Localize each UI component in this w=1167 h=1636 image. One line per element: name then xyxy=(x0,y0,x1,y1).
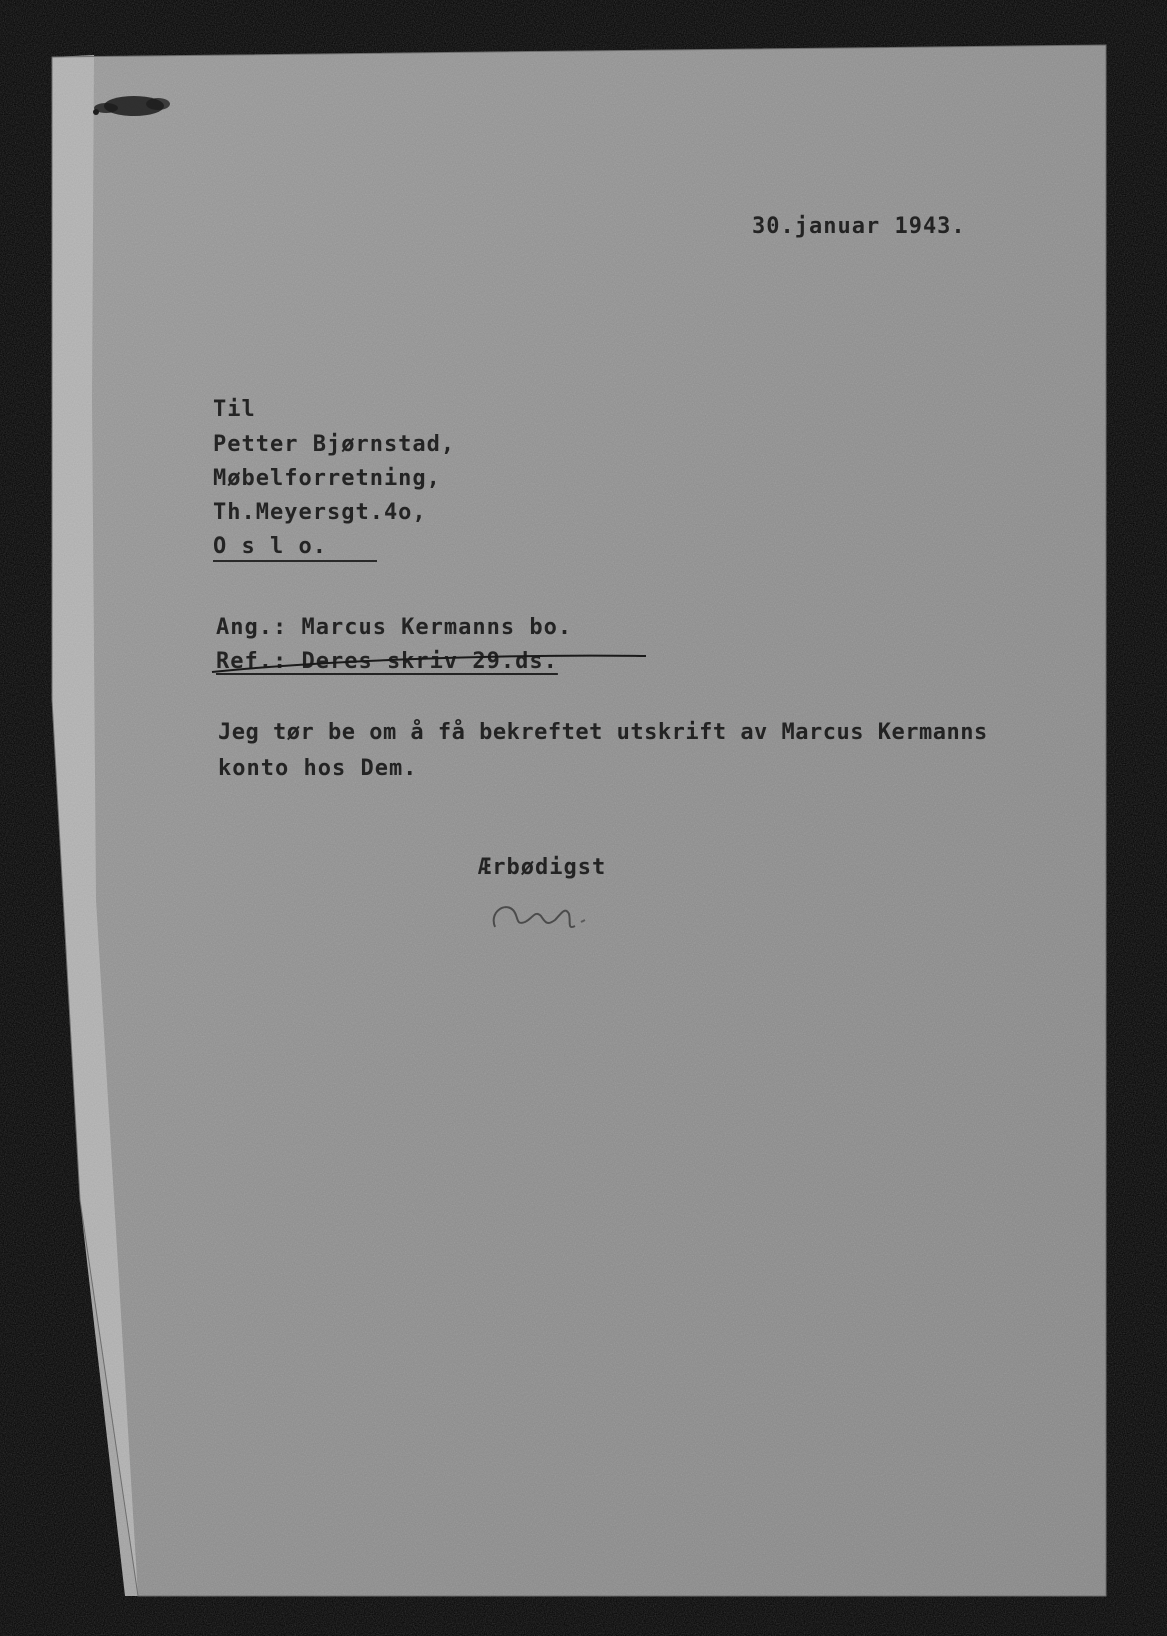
body-line-2: konto hos Dem. xyxy=(218,756,418,781)
recipient-business: Møbelforretning, xyxy=(213,466,441,491)
subject-line: Ang.: Marcus Kermanns bo. xyxy=(216,615,573,640)
reference-underline-stroke xyxy=(210,648,650,678)
letter-date: 30.januar 1943. xyxy=(752,214,966,239)
reference-line: Ref.: Deres skriv 29.ds. xyxy=(216,649,558,674)
recipient-street: Th.Meyersgt.4o, xyxy=(213,500,427,525)
closing-line: Ærbødigst xyxy=(478,855,607,880)
body-line-1: Jeg tør be om å få bekreftet utskrift av Marcus Kermanns xyxy=(218,720,988,745)
recipient-city-text: O s l o. xyxy=(213,534,327,559)
recipient-name: Petter Bjørnstad, xyxy=(213,432,456,457)
recipient-to-label: Til xyxy=(213,397,256,422)
stamp-icon xyxy=(86,86,176,126)
signature-icon xyxy=(485,892,605,942)
recipient-city xyxy=(213,534,377,562)
